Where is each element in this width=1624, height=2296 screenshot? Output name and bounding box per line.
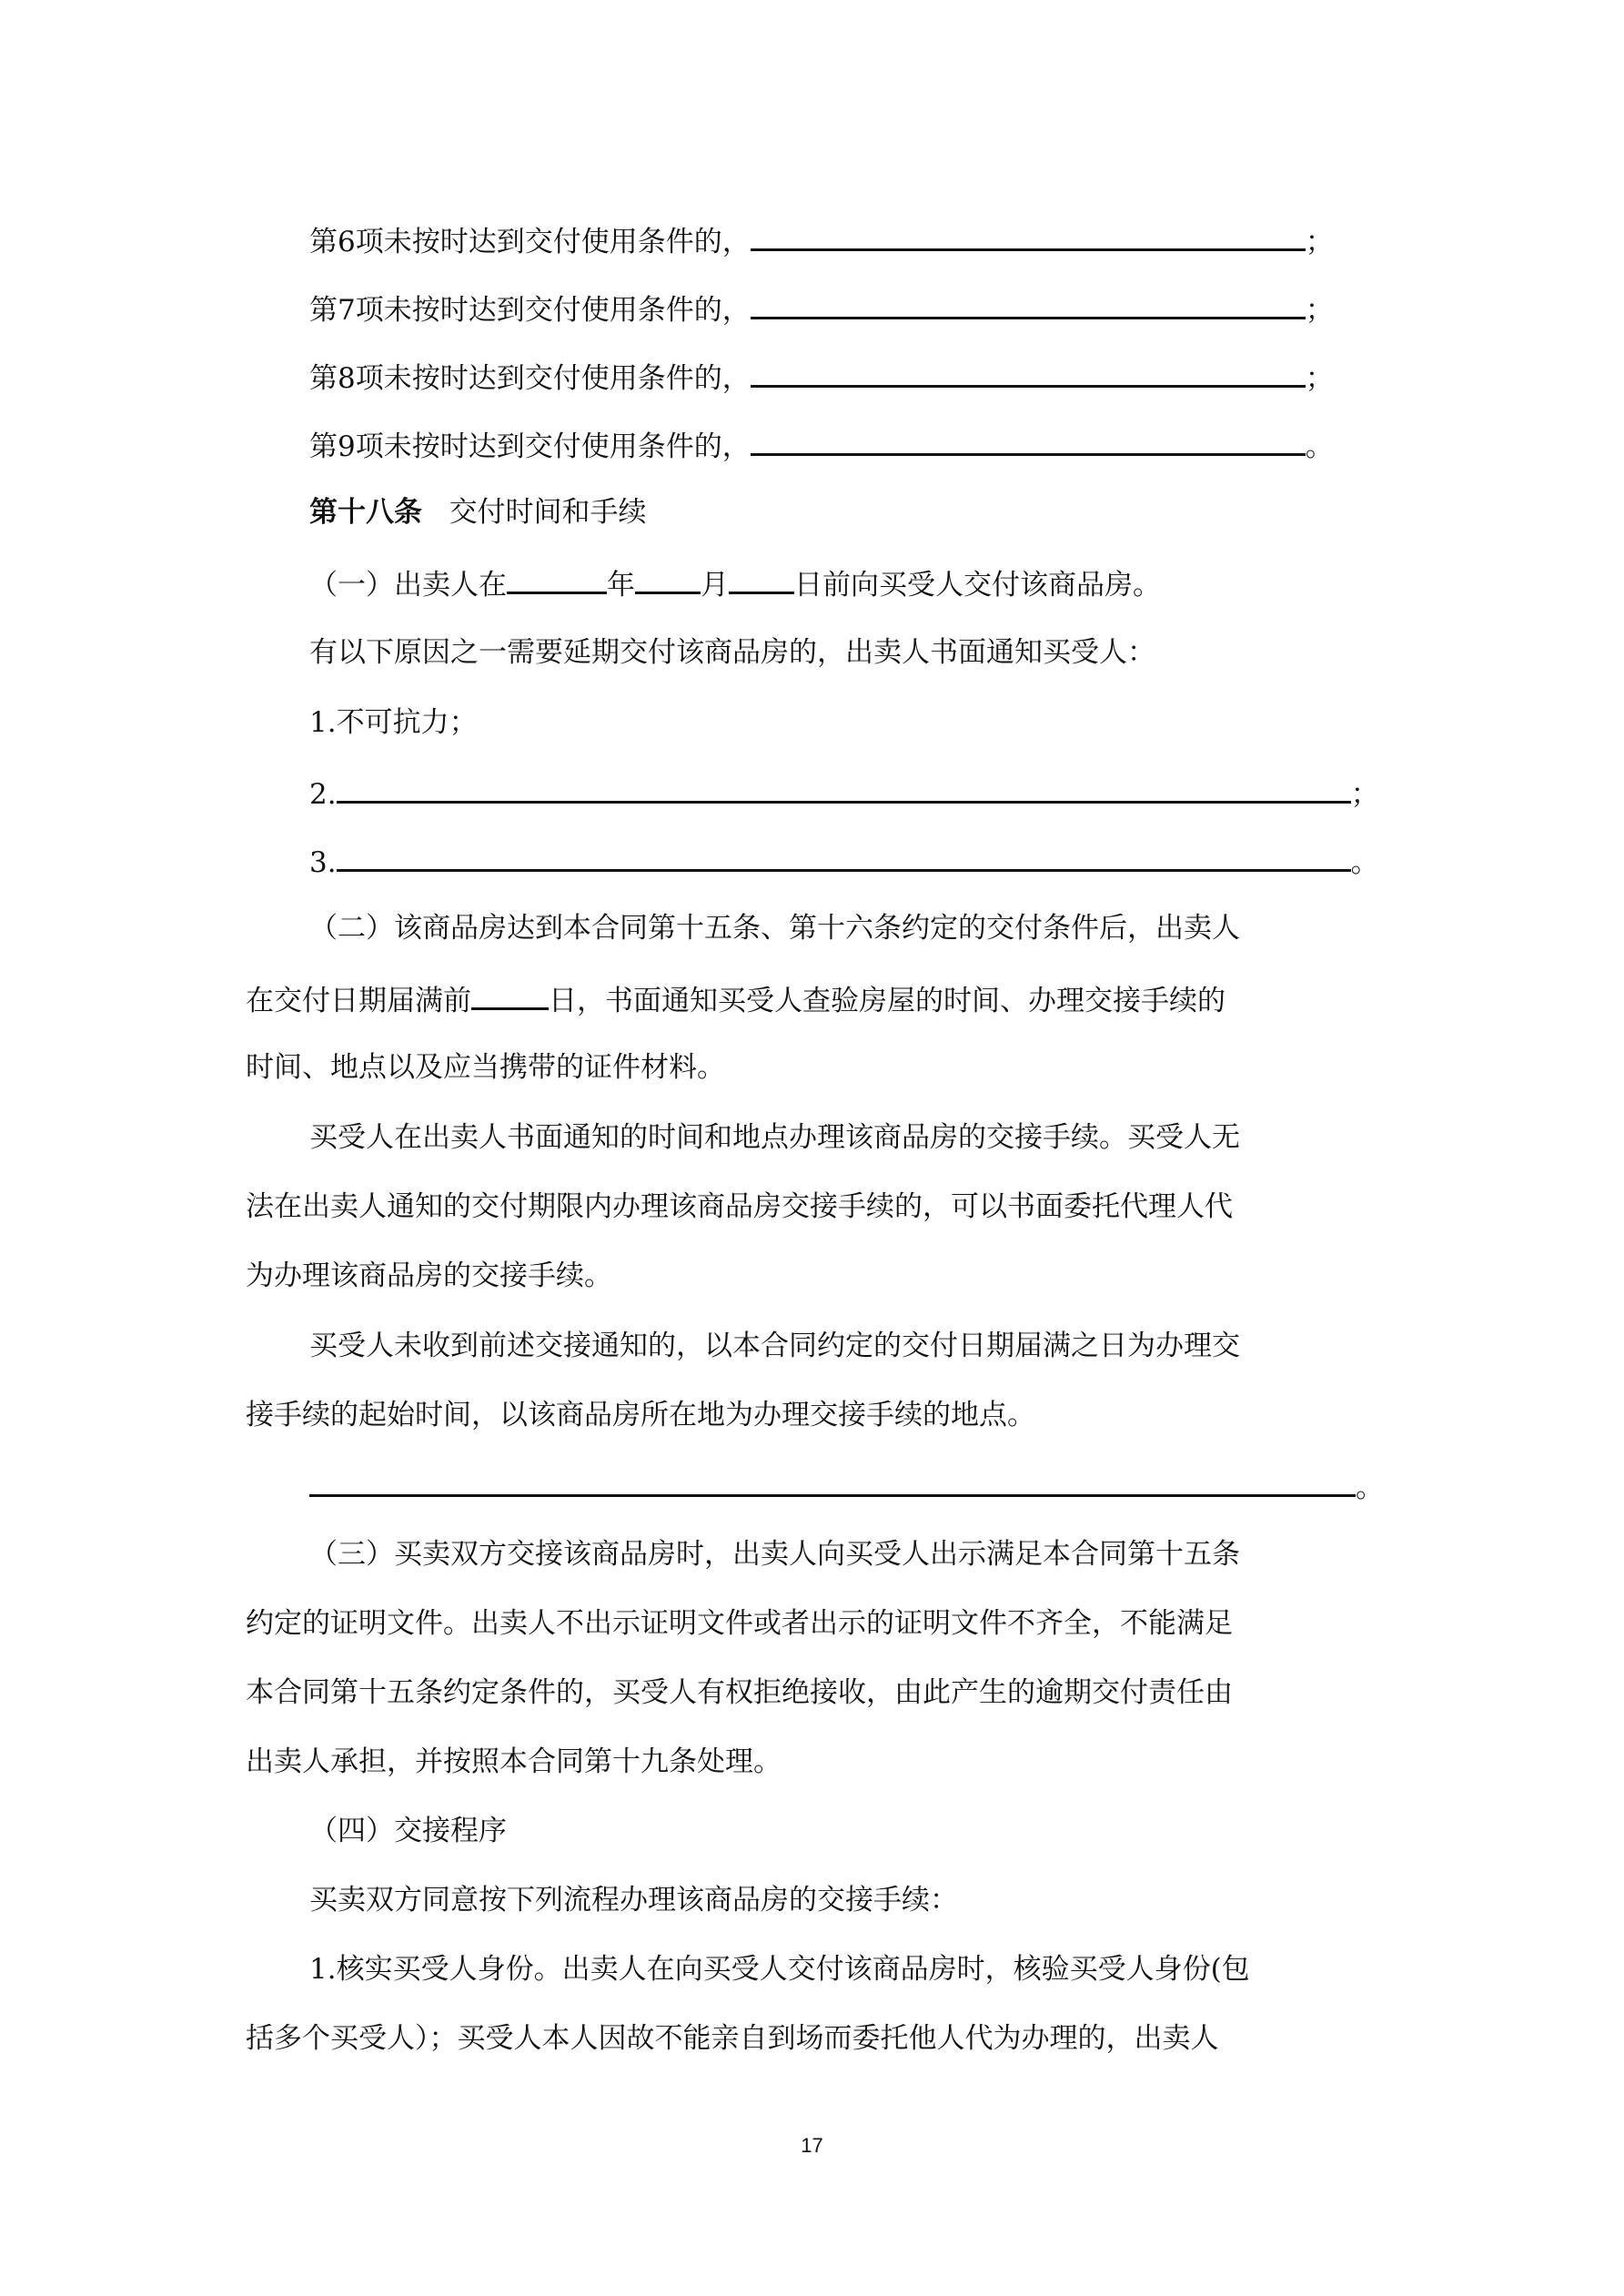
year-label: 年 [607, 569, 635, 602]
s2-line-3: 时间、地点以及应当携带的证件材料。 [246, 1051, 725, 1084]
s1-suffix: 日前向买受人交付该商品房。 [794, 569, 1161, 602]
punct: 。 [1350, 846, 1379, 879]
s3-line-3: 本合同第十五条约定条件的，买受人有权拒绝接收，由此产生的逾期交付责任由 [246, 1676, 1233, 1709]
reason-number: 2. [309, 778, 337, 811]
article-title: 交付时间和手续 [449, 496, 647, 529]
s2-para2-line-1: 买受人在出卖人书面通知的时间和地点办理该商品房的交接手续。买受人无 [309, 1121, 1240, 1154]
fill-blank[interactable] [751, 358, 1306, 388]
s2-para2-line-2: 法在出卖人通知的交付期限内办理该商品房交接手续的，可以书面委托代理人代 [246, 1190, 1233, 1223]
s1-reason-1: 1.不可抗力； [309, 706, 478, 739]
reason-number: 3. [309, 846, 337, 879]
s3-line-2: 约定的证明文件。出卖人不出示证明文件或者出示的证明文件不齐全，不能满足 [246, 1607, 1233, 1640]
s1-delivery-date [309, 564, 1383, 603]
article-heading [309, 494, 1383, 531]
item-label: 第7项未按时达到交付使用条件的， [309, 294, 751, 327]
day-blank[interactable] [729, 564, 794, 594]
s2-para2-line-3: 为办理该商品房的交接手续。 [246, 1259, 612, 1292]
s2-para3-line-2: 接手续的起始时间，以该商品房所在地为办理交接手续的地点。 [246, 1399, 1035, 1431]
s3-line-4: 出卖人承担，并按照本合同第十九条处理。 [246, 1745, 782, 1778]
fill-blank[interactable] [751, 426, 1306, 456]
punct: ； [1305, 362, 1334, 395]
item-7-line [309, 289, 1383, 329]
s4-heading: （四）交接程序 [309, 1815, 507, 1847]
fill-blank[interactable] [751, 221, 1306, 251]
punct: ； [1305, 294, 1334, 327]
item-9-line [309, 426, 1383, 465]
page-number: 17 [801, 2134, 823, 2157]
item-label: 第8项未按时达到交付使用条件的， [309, 362, 751, 395]
s2-l2a: 在交付日期届满前 [246, 985, 471, 1017]
punct: 。 [1356, 1472, 1384, 1504]
s1-reasons-intro: 有以下原因之一需要延期交付该商品房的，出卖人书面通知买受人： [309, 636, 1155, 669]
punct: ； [1305, 226, 1334, 258]
s1-prefix: （一）出卖人在 [309, 569, 507, 602]
item-8-line [309, 358, 1383, 397]
s2-line-2 [246, 980, 1383, 1019]
item-label: 第9项未按时达到交付使用条件的， [309, 430, 751, 463]
fill-blank[interactable] [309, 1467, 1356, 1497]
item-label: 第6项未按时达到交付使用条件的， [309, 226, 751, 258]
s2-blank-line [309, 1467, 1383, 1506]
s3-line-1: （三）买卖双方交接该商品房时，出卖人向买受人出示满足本合同第十五条 [309, 1538, 1240, 1571]
s1-reason-3 [309, 842, 1383, 881]
punct: 。 [1305, 430, 1334, 463]
fill-blank[interactable] [751, 289, 1306, 319]
fill-blank[interactable] [337, 842, 1351, 872]
fill-blank[interactable] [337, 774, 1351, 804]
s4-intro: 买卖双方同意按下列流程办理该商品房的交接手续： [309, 1884, 958, 1917]
s2-para3-line-1: 买受人未收到前述交接通知的，以本合同约定的交付日期届满之日为办理交 [309, 1330, 1240, 1362]
article-number: 第十八条 [309, 496, 422, 529]
year-blank[interactable] [507, 564, 607, 594]
month-blank[interactable] [635, 564, 701, 594]
s4-item-1-line-1: 1.核实买受人身份。出卖人在向买受人交付该商品房时，核验买受人身份(包 [309, 1953, 1250, 1986]
s4-item-1-line-2: 括多个买受人）；买受人本人因故不能亲自到场而委托他人代为办理的，出卖人 [246, 2022, 1219, 2055]
s2-l2b: 日，书面通知买受人查验房屋的时间、办理交接手续的 [549, 985, 1226, 1017]
item-6-line [309, 221, 1383, 260]
s2-line-1: （二）该商品房达到本合同第十五条、第十六条约定的交付条件后，出卖人 [309, 912, 1240, 945]
days-blank[interactable] [471, 980, 549, 1010]
month-label: 月 [701, 569, 729, 602]
s1-reason-2 [309, 774, 1383, 813]
punct: ； [1350, 778, 1379, 811]
